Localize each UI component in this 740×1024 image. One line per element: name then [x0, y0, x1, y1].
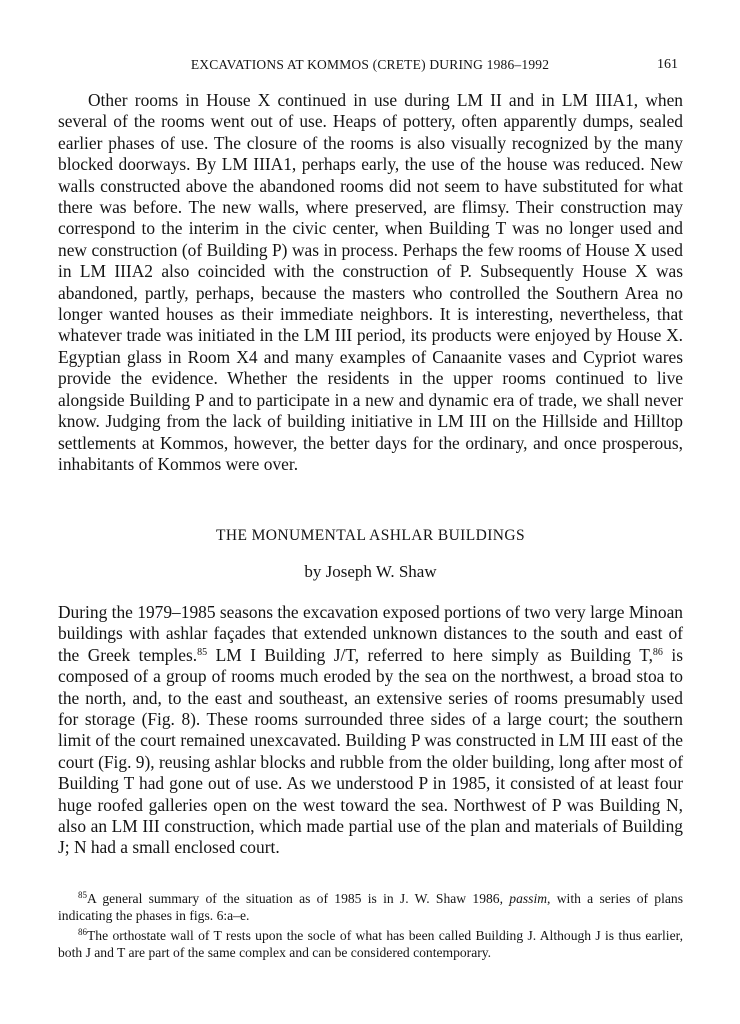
footnote-text: A general summary of the situation as of 1985 is in J. W. Shaw 1986, [87, 891, 510, 906]
footnote-italic: passim [509, 891, 548, 906]
footnotes [58, 890, 683, 964]
footnote-number: 86 [78, 926, 87, 937]
page-number: 161 [657, 57, 678, 72]
footnote-text: , with a series of plans indicating the phases in figs. 6:a–e. [58, 891, 684, 924]
paragraph-text: LM I Building J/T, referred to here simply as Building T, [207, 644, 653, 665]
footnote-86 [58, 927, 683, 962]
footnote-ref-85[interactable]: 85 [197, 646, 208, 658]
body-paragraph-ashlar-buildings [58, 602, 683, 859]
section-heading: THE MONUMENTAL ASHLAR BUILDINGS [216, 527, 525, 544]
footnote-85 [58, 890, 683, 925]
paragraph-text: is composed of a group of rooms much eroded by the sea on the northwest, a broad stoa to the north, and, to the east and southeast, an extensive series of rooms presumably used for storage (Fig. 8). These rooms surrounded three sides of a large court; the southern limit of the court remained unexcavated. Building P was constructed in LM III east of the court (Fig. 9), reusing ashlar blocks and rubble from the older building, long after most of Building T had gone out of use. As we understood P in 1985, it consisted of at least four huge roofed galleries open on the west toward the sea. Northwest of P was Building N, also an LM III construction, which made partial use of the plan and materials of Building J; N had a small enclosed court. [58, 644, 683, 858]
paragraph-text: During the 1979–1985 seasons the excavation exposed portions of two very large Minoan buildings with ashlar façades that extended unknown distances to the south and east of the Greek temples. [58, 602, 683, 665]
running-head: EXCAVATIONS AT KOMMOS (CRETE) DURING 1986–1992 [190, 57, 550, 72]
footnote-ref-86[interactable]: 86 [652, 646, 663, 658]
footnote-text: The orthostate wall of T rests upon the socle of what has been called Building J. Although J is thus earlier, both J and T are part of the same complex and can be considered contemporary. [58, 927, 683, 961]
author-byline: by Joseph W. Shaw [304, 562, 437, 581]
footnote-number: 85 [78, 890, 87, 900]
body-paragraph-house-x: Other rooms in House X continued in use during LM II and in LM IIIA1, when several of the rooms went out of use. Heaps of pottery, often apparently dumps, sealed earlier phases of use. The closure of the rooms is also visually recognized by the many blocked doorways. By LM IIIA1, perhaps early, the use of the house was reduced. New walls constructed above the abandoned rooms did not seem to have substituted for what there was before. The new walls, where preserved, are flimsy. Their construction may correspond to the interim in the civic center, when Building T was no longer used and new construction (of Building P) was in process. Perhaps the few rooms of House X used in LM IIIA2 also coincided with the construction of P. Subsequently House X was abandoned, partly, perhaps, because the masters who controlled the Southern Area no longer wanted houses as their immediate neighbors. It is interesting, nevertheless, that whatever trade was initiated in the LM III period, its products were enjoyed by House X. Egyptian glass in Room X4 and many examples of Canaanite vases and Cypriot wares provide the evidence. Whether the residents in the upper rooms continued to live alongside Building P and to participate in a new and dynamic era of trade, we shall never know. Judging from the lack of building initiative in LM III on the Hillside and Hilltop settlements at Kommos, however, the better days for the ordinary, and once prosperous, inhabitants of Kommos were over. [58, 90, 683, 474]
